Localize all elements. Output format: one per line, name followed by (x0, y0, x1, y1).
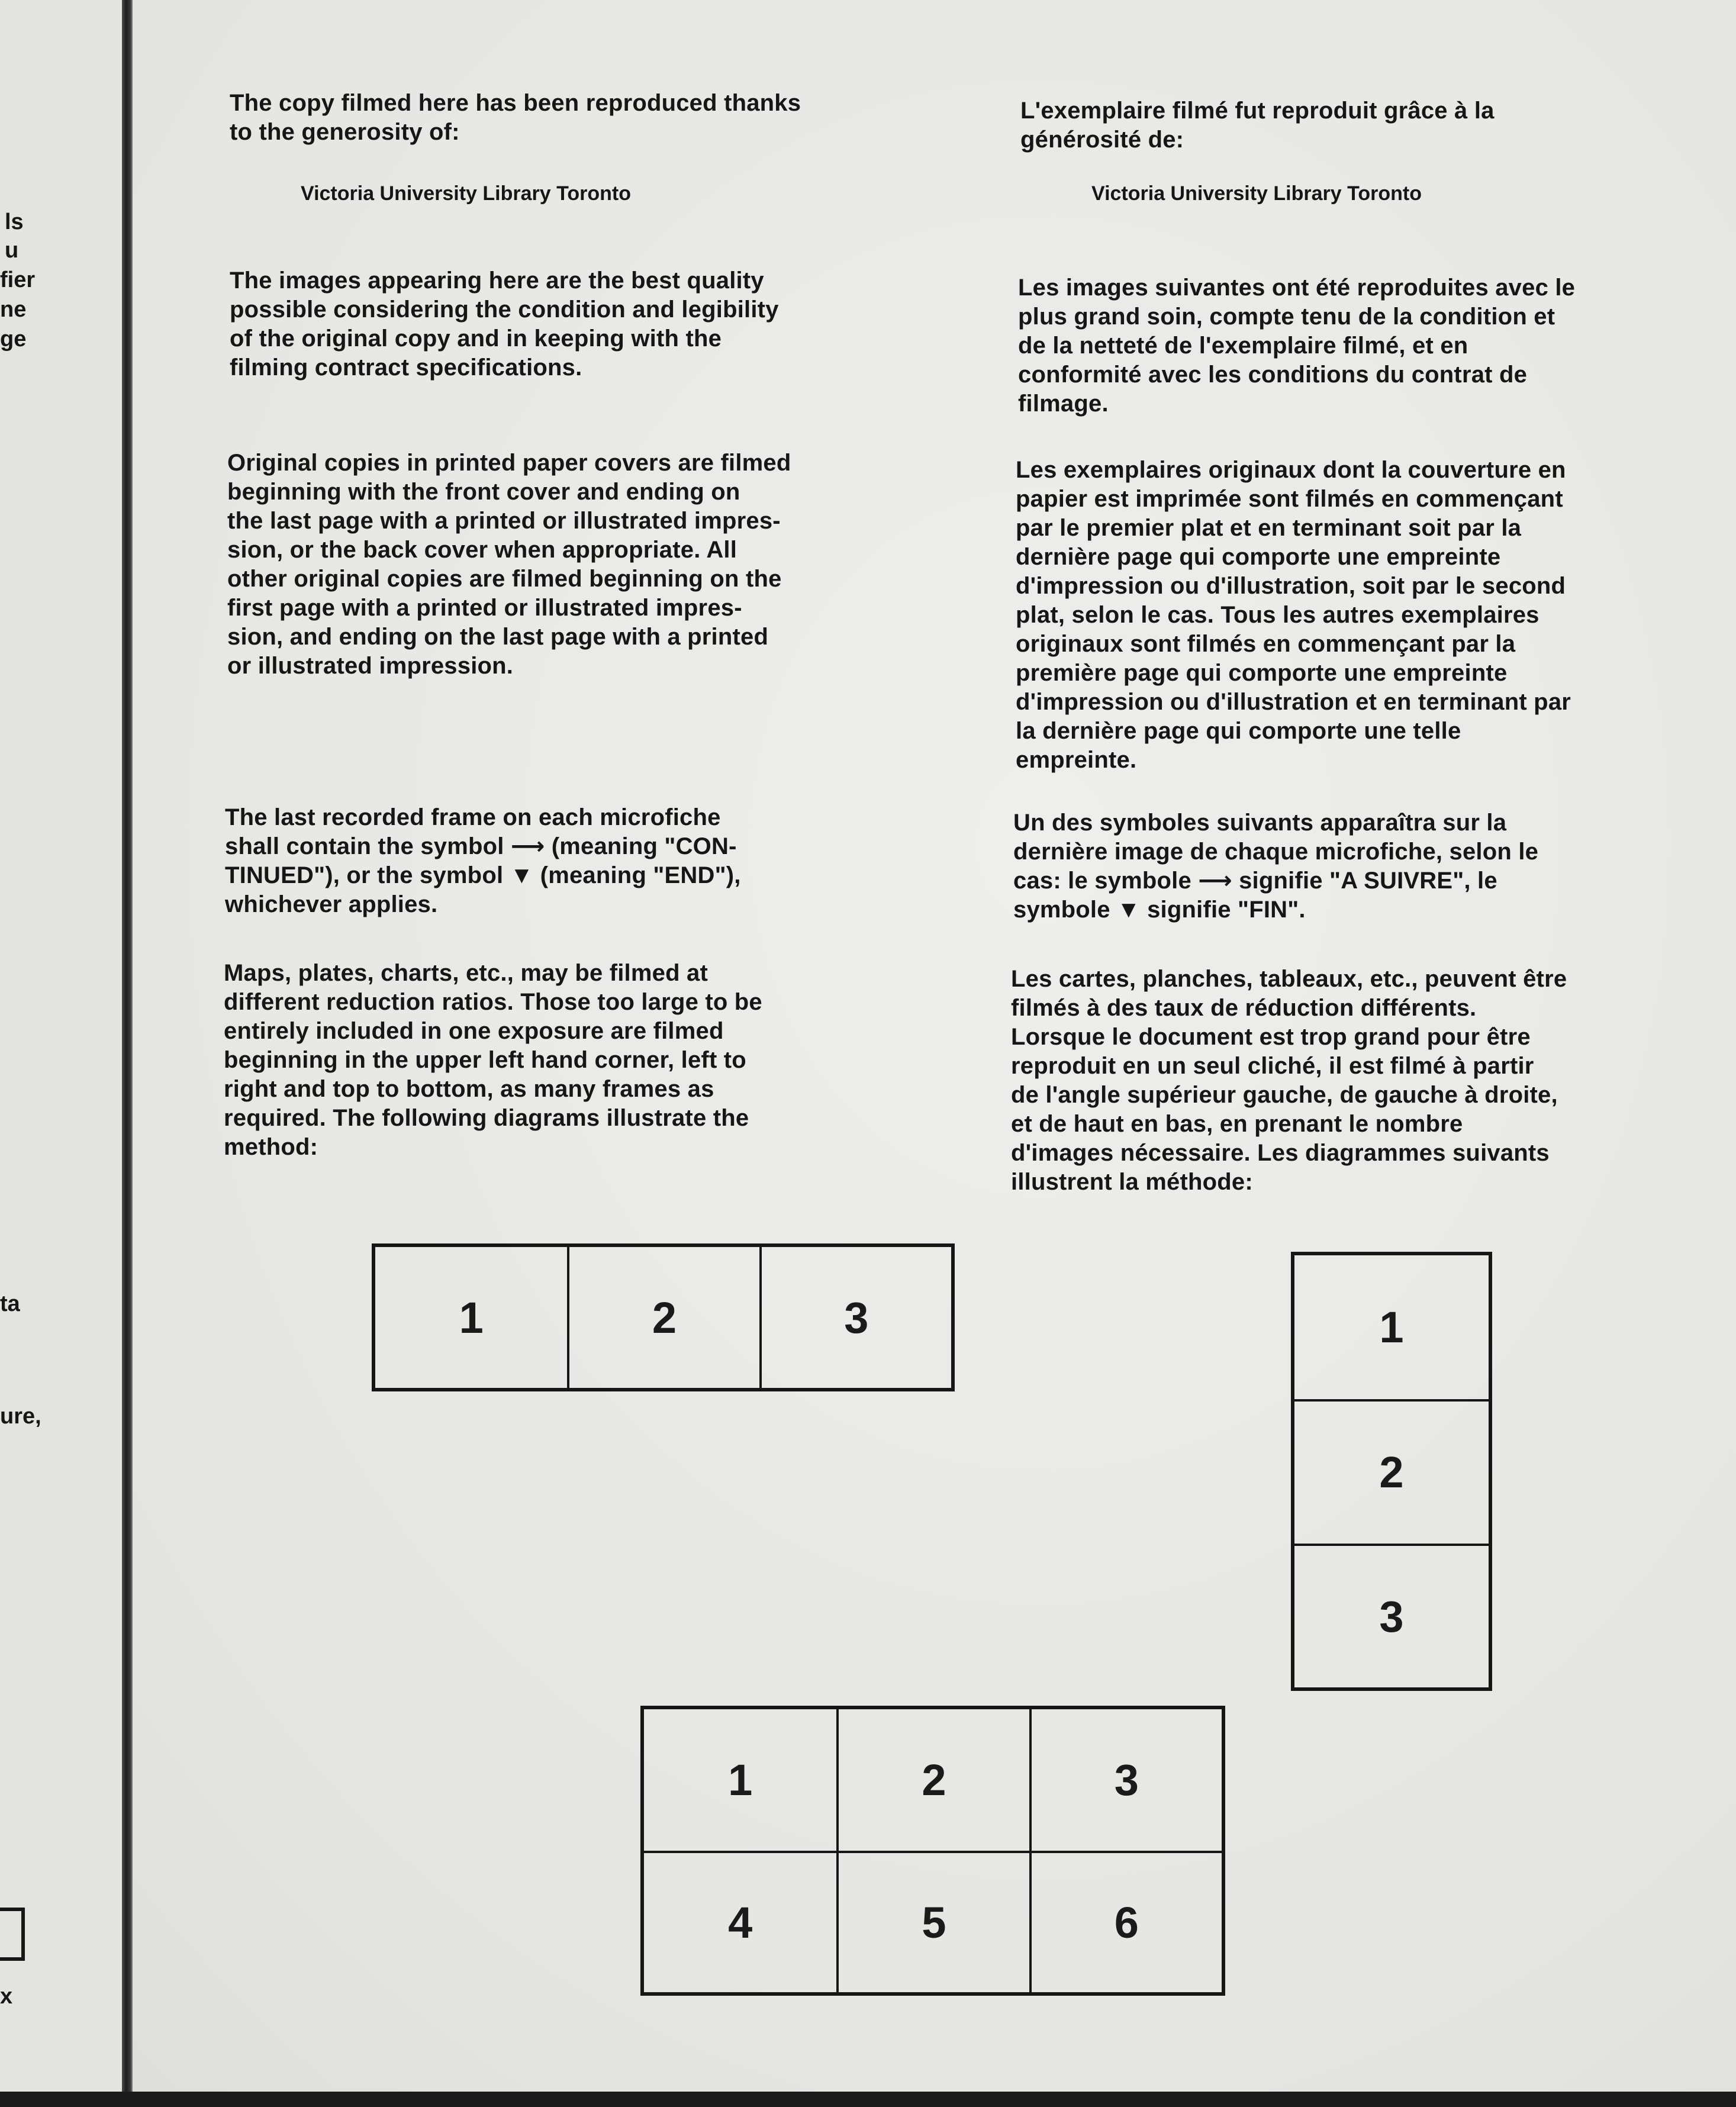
grid-frames-diagram (640, 1706, 1225, 1996)
margin-fragment: ta (0, 1291, 20, 1316)
frame-cell: 3 (1029, 1709, 1222, 1851)
margin-fragment: x (0, 1984, 13, 2009)
margin-fragment: fier (0, 268, 36, 292)
english-intro: The copy filmed here has been reproduced thanks to the generosity of: (230, 90, 801, 145)
frame-cell: 5 (836, 1851, 1029, 1992)
french-library-name: Victoria University Library Toronto (1091, 182, 1422, 205)
french-symbols-paragraph: Un des symboles suivants apparaîtra sur la dernière image de chaque microfiche, selon le cas: le symbole ⟶ signifie "A SUIVRE", le symbole ▼ signifie "FIN". (1013, 810, 1539, 923)
english-maps-paragraph: Maps, plates, charts, etc., may be filmed at different reduction ratios. Those too large to be entirely included in one exposure are filmed beginning in the upper left hand corner, left to right and top to bottom, as many frames as required. The following diagrams illustrate the method: (224, 960, 762, 1160)
frame-cell: 6 (1029, 1851, 1222, 1992)
french-quality-paragraph: Les images suivantes ont été reproduites avec le plus grand soin, compte tenu de la condition et de la netteté de l'exemplaire filmé, et en conformité avec les conditions du contrat de filmage. (1018, 275, 1576, 417)
english-covers-paragraph: Original copies in printed paper covers are filmed beginning with the front cover and ending on the last page with a printed or illustrated impres- sion, or the back cover when appropriate. All other original copies are filmed beginning on the first page with a printed or illustrated impres- sion, and ending on the last page with a printed or illustrated impression. (227, 450, 791, 679)
margin-fragment: u (5, 238, 19, 263)
english-library-name: Victoria University Library Toronto (301, 182, 631, 205)
margin-box-fragment (0, 1908, 25, 1961)
horizontal-frames-diagram (372, 1243, 955, 1391)
page-gutter (122, 0, 133, 2107)
french-maps-paragraph: Les cartes, planches, tableaux, etc., peuvent être filmés à des taux de réduction différents. Lorsque le document est trop grand pour être reproduit en un seul cliché, il est filmé à partir de l'angle supérieur gauche, de gauche à droite, et de haut en bas, en prenant le nombre d'images nécessaire. Les diagrammes suivants illustrent la méthode: (1011, 966, 1567, 1195)
frame-cell: 2 (836, 1709, 1029, 1851)
english-quality-paragraph: The images appearing here are the best quality possible considering the condition and legibility of the original copy and in keeping with the filming contract specifications. (230, 268, 779, 381)
margin-fragment: ure, (0, 1404, 41, 1429)
frame-cell: 1 (1379, 1303, 1404, 1352)
margin-fragment: ge (0, 327, 27, 352)
english-symbols-paragraph: The last recorded frame on each microfiche shall contain the symbol ⟶ (meaning "CON- TINUED"), or the symbol ▼ (meaning "END"), whichever applies. (225, 804, 741, 917)
previous-page-strip (0, 0, 122, 2107)
frame-cell: 4 (644, 1851, 836, 1992)
frame-cell: 1 (459, 1293, 484, 1342)
french-intro: L'exemplaire filmé fut reproduit grâce à la générosité de: (1020, 98, 1495, 153)
margin-fragment: ls (5, 210, 24, 234)
frame-cell: 2 (567, 1247, 759, 1388)
frame-cell: 3 (759, 1247, 951, 1388)
vertical-frames-diagram (1291, 1252, 1492, 1691)
frame-cell: 3 (1294, 1544, 1489, 1687)
french-covers-paragraph: Les exemplaires originaux dont la couverture en papier est imprimée sont filmés en commençant par le premier plat et en terminant soit par la dernière page qui comporte une empreinte d'impression ou d'illustration, soit par le second plat, selon le cas. Tous les autres exemplaires originaux sont filmés en commençant par la première page qui comporte une empreinte d'impression ou d'illustration et en terminant par la dernière page qui comporte une telle empreinte. (1016, 457, 1571, 773)
margin-fragment: ne (0, 297, 27, 322)
frame-cell: 2 (1294, 1399, 1489, 1543)
bottom-film-edge (0, 2092, 1736, 2107)
frame-cell: 1 (728, 1755, 753, 1805)
